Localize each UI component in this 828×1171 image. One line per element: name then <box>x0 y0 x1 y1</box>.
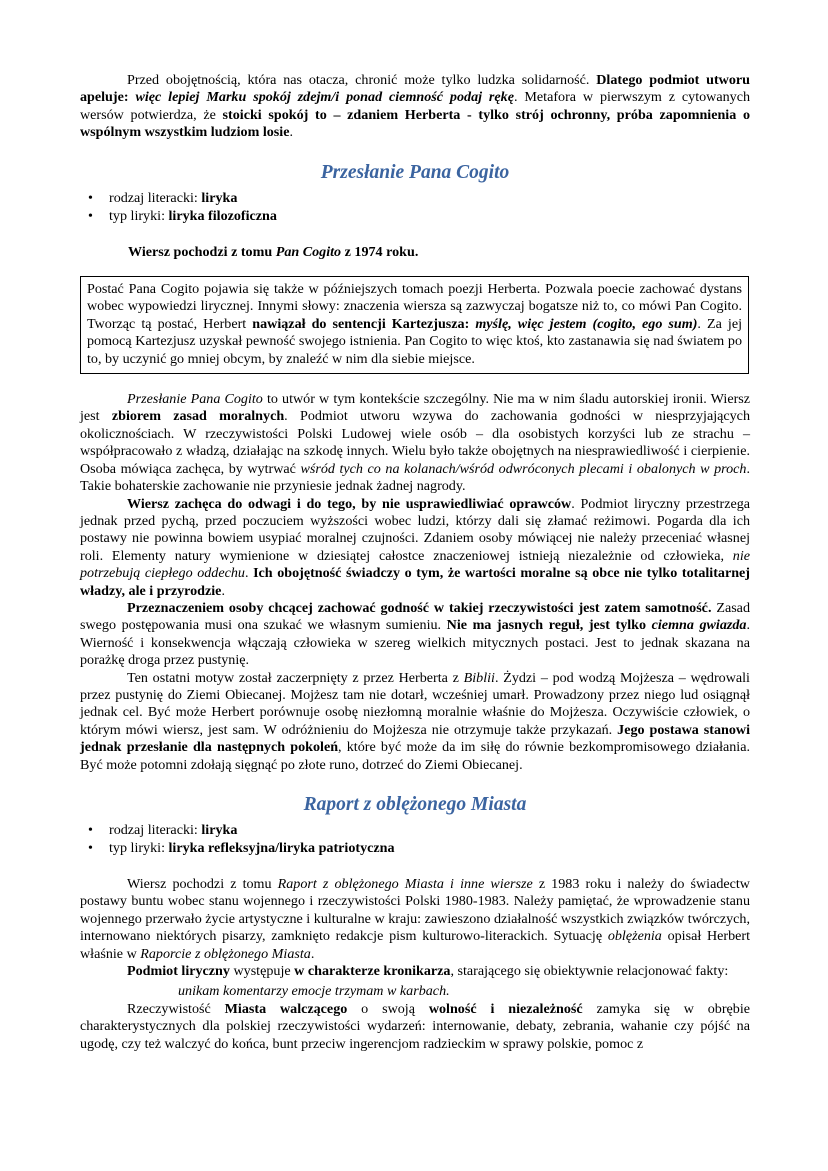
paragraph: Wiersz pochodzi z tomu Raport z oblężonego Miasta i inne wiersze z 1983 roku i należy do świadectw postawy buntu wobec stanu wojennego i rzeczywistości Polski 1980-1983. Należy pamiętać, że wprowadzenie stanu wojennego przerwało życie artystyczne i kulturalne w kraju: zawieszono działalność wszystkich związków twórczych, internowano niektórych pisarzy, zamknięto redakcje pism kulturowo-literackich. Sytuację oblężenia opisał Herbert właśnie w Raporcie z oblężonego Miasta. <box>80 876 750 962</box>
section-title-raport: Raport z oblężonego Miasta <box>303 794 527 815</box>
paragraph: Wiersz zachęca do odwagi i do tego, by nie usprawiedliwiać oprawców. Podmiot liryczny przestrzega jednak przed pychą, przed poczuciem wyższości wobec ludzi, którzy dali się złamać reżimowi. Pogarda dla ich postawy nie powinna bowiem usypiać moralnej czujności. Zdaniem osoby mówiącej nie należy przeceniać własnej roli. Elementy natury wymienione w dziesiątej całostce znaczeniowej istnieją niezależnie od człowieka, nie potrzebują ciepłego oddechu. Ich obojętność świadczy o tym, że wartości moralne są obce nie tylko totalitarnej władzy, ale i przyrodzie. <box>80 495 751 599</box>
paragraph: Przesłanie Pana Cogito to utwór w tym kontekście szczególny. Nie ma w nim śladu autorskiej ironii. Wiersz jest zbiorem zasad moralnych. Podmiot utworu wzywa do zachowania godności w niesprzyjających okolicznościach. W rzeczywistości Polski Ludowej wiele osób – dla osobistych korzyści lub ze strachu – współpracowało z władzą, działając na szkodę innych. Wielu było także obojętnych na niesprawiedliwość i cierpienie. Osoba mówiąca zachęca, by wytrwać wśród tych co na kolanach/wśród odwróconych plecami i obalonych w proch. Takie bohaterskie zachowanie nie przyniesie jednak żadnej nagrody. <box>80 391 751 495</box>
info-box-text: Postać Pana Cogito pojawia się także w późniejszych tomach poezji Herberta. Pozwala poecie zachować dystans wobec wypowiedzi lirycznej. Innymi słowy: znaczenia wiersza są zazwyczaj bogatsze niż to, co mówi Pan Cogito. Tworząc tą postać, Herbert nawiązał do sentencji Kartezjusza: myślę, więc jestem (cogito, ego sum). Za jej pomocą Kartezjusz uzyskał pewność swojego istnienia. Pan Cogito to więc ktoś, kto zastanawia się nad światem po to, by uczynić go mniej obcym, by znaleźć w nim dla siebie miejsce. <box>87 281 742 367</box>
paragraph: Przeznaczeniem osoby chcącej zachować godność w takiej rzeczywistości jest zatem samotność. Zasad swego postępowania musi ona szukać we własnym sumieniu. Nie ma jasnych reguł, jest tylko ciemna gwiazda. Wierność i konsekwencja włączają człowieka w szereg wielkich mitycznych postaci. Jest to jednak skazana na porażkę droga przez pustynię. <box>80 599 750 669</box>
list-item: • typ liryki: liryka filozoficzna <box>88 207 277 224</box>
intro-paragraph: Przed obojętnością, która nas otacza, chronić może tylko ludzka solidarność. Dlatego podmiot utworu apeluje: więc lepiej Marku spokój zdejm/i ponad ciemność podaj rękę. Metafora w pierwszym z cytowanych wersów potwierdza, że stoicki spokój to – zdaniem Herberta - tylko strój ochronny, próba zapomnienia o wspólnym wszystkim ludziom losie. <box>80 72 751 141</box>
bullet-icon: • <box>88 207 93 224</box>
bullet-list-raport <box>80 821 750 857</box>
bullet-icon: • <box>88 840 93 856</box>
paragraph: Ten ostatni motyw został zaczerpnięty z przez Herberta z Biblii. Żydzi – pod wodzą Mojżesza – wędrowali przez pustynię do Ziemi Obiecanej. Mojżesz tam nie dotarł, wcześniej umarł. Prowadzony przez niego lud osiągnął jednak cel. Być może Herbert porównuje osobę niezłomną moralnie właśnie do Mojżesza. Oczywiście człowiek, o którym mówi wiersz, jest sam. W odróżnieniu do Mojżesza nie otrzymuje także przykazań. Jego postawa stanowi jednak przesłanie dla następnych pokoleń, które być może da im siłę do równie bezkompromisowego działania. Być może potomni zdołają sięgnąć po złote runo, dotrzeć do Ziemi Obiecanej. <box>80 669 750 773</box>
section-title-przeslanie: Przesłanie Pana Cogito <box>320 161 510 183</box>
quote-line: unikam komentarzy emocje trzymam w karbach. <box>178 983 450 1000</box>
list-item: • typ liryki: liryka refleksyjna/liryka patriotyczna <box>88 840 395 856</box>
bullet-list-przeslanie <box>80 189 750 225</box>
list-item: • rodzaj literacki: liryka <box>88 822 238 838</box>
paragraph: Rzeczywistość Miasta walczącego o swoją wolność i niezależność zamyka się w obrębie charakterystycznych dla polskiej rzeczywistości wydarzeń: internowanie, debaty, zebrania, wahanie czy pójść na ugodę, czy też walczyć do końca, bunt przeciw ingerencjom radzieckim w sprawy polskie, pomoc z <box>80 1000 750 1052</box>
bullet-icon: • <box>88 822 93 838</box>
origin-line: Wiersz pochodzi z tomu Pan Cogito z 1974 roku. <box>128 243 419 260</box>
bullet-icon: • <box>88 189 93 206</box>
document-page <box>80 72 750 1053</box>
paragraph: Podmiot liryczny występuje w charakterze kronikarza, starającego się obiektywnie relacjonować fakty: <box>127 963 729 980</box>
list-item: • rodzaj literacki: liryka <box>88 189 238 206</box>
info-box <box>80 276 749 374</box>
